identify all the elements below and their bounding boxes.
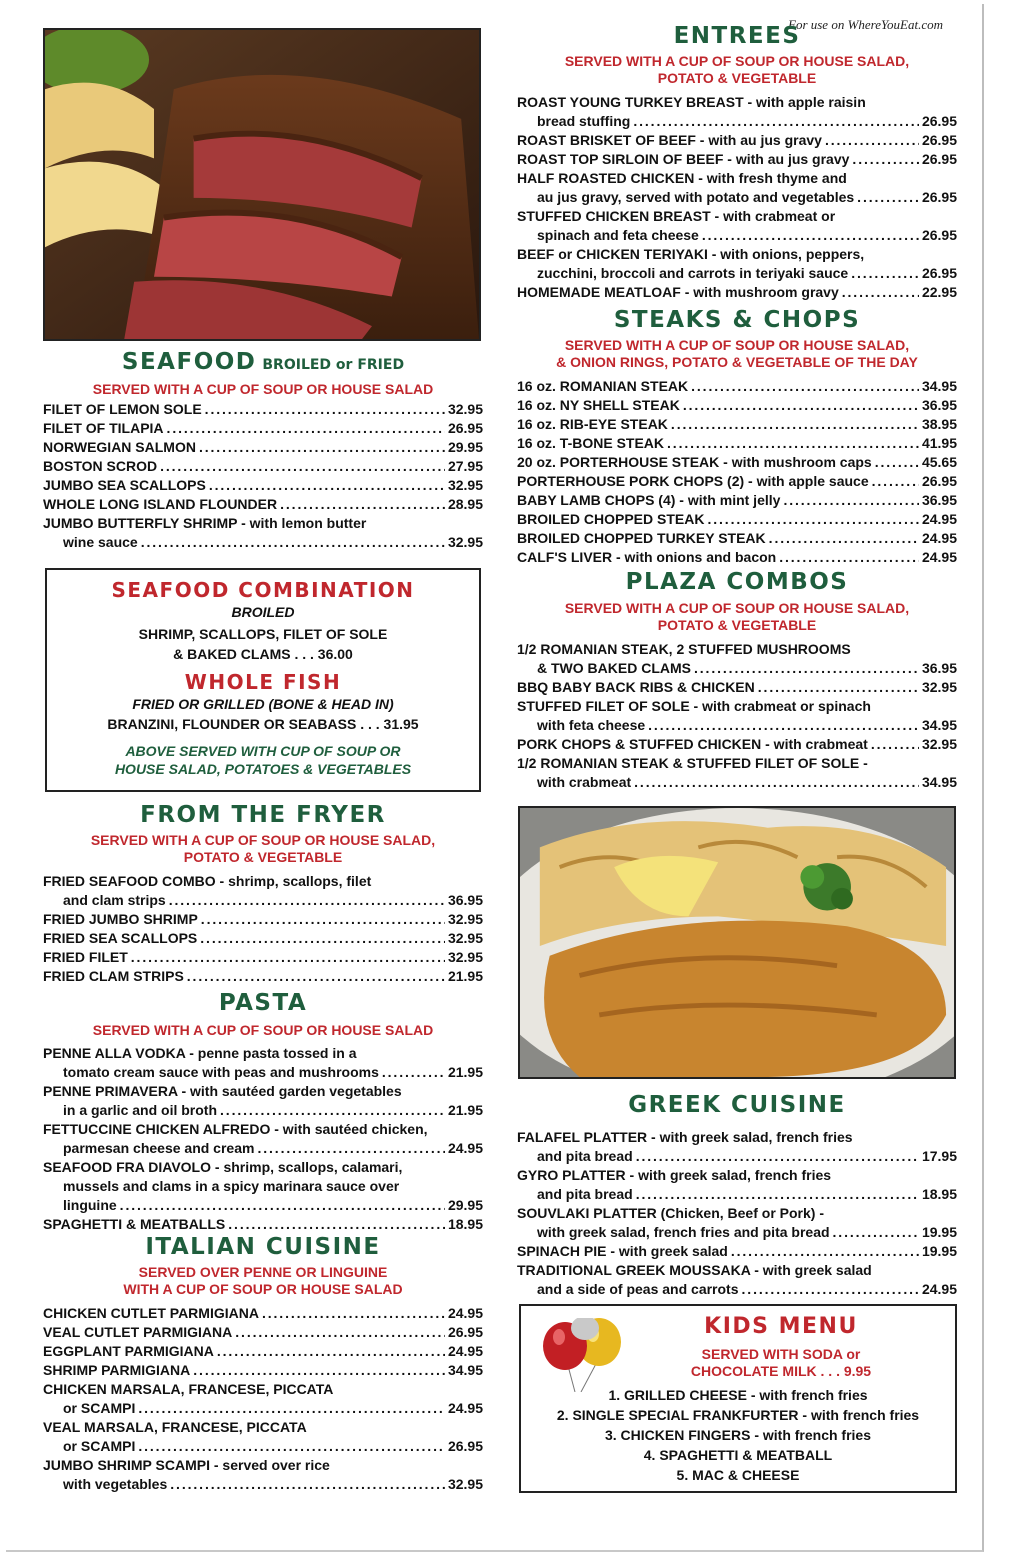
seafood-subtitle: SERVED WITH A CUP OF SOUP OR HOUSE SALAD bbox=[92, 381, 434, 397]
kids-item: 2. SINGLE SPECIAL FRANKFURTER - with french fries bbox=[556, 1407, 920, 1423]
menu-item: zucchini, broccoli and carrots in teriyaki sauce . . . 26.95 bbox=[517, 264, 957, 283]
combo-note: ABOVE SERVED WITH CUP OF SOUP OR bbox=[125, 743, 401, 759]
kids-item: 3. CHICKEN FINGERS - with french fries bbox=[604, 1427, 872, 1443]
italian-title: ITALIAN CUISINE bbox=[145, 1234, 381, 1260]
menu-item: BBQ BABY BACK RIBS & CHICKEN . . . 32.95 bbox=[517, 678, 957, 697]
menu-item-desc-line: mussels and clams in a spicy marinara sauce over bbox=[63, 1178, 400, 1194]
menu-item-desc-line: 1/2 ROMANIAN STEAK, 2 STUFFED MUSHROOMS bbox=[517, 641, 851, 657]
menu-item: bread stuffing . . . 26.95 bbox=[517, 112, 957, 131]
menu-item: FILET OF TILAPIA . . . 26.95 bbox=[43, 419, 483, 438]
menu-item: ROAST TOP SIRLOIN OF BEEF - with au jus gravy . . . 26.95 bbox=[517, 150, 957, 169]
menu-item: 16 oz. NY SHELL STEAK . . . 36.95 bbox=[517, 396, 957, 415]
menu-item-desc-line: 1/2 ROMANIAN STEAK & STUFFED FILET OF SOLE - bbox=[517, 755, 868, 771]
menu-item: and pita bread . . . 18.95 bbox=[517, 1185, 957, 1204]
menu-item: FRIED SEA SCALLOPS . . . 32.95 bbox=[43, 929, 483, 948]
entrees-subtitle: POTATO & VEGETABLE bbox=[657, 70, 817, 86]
menu-item-desc-line: JUMBO BUTTERFLY SHRIMP - with lemon butter bbox=[43, 515, 367, 531]
menu-item: FILET OF LEMON SOLE . . . 32.95 bbox=[43, 400, 483, 419]
menu-item: 20 oz. PORTERHOUSE STEAK - with mushroom caps . . . 45.65 bbox=[517, 453, 957, 472]
menu-item: with vegetables . . . 32.95 bbox=[43, 1475, 483, 1494]
menu-item: BROILED CHOPPED TURKEY STEAK . . . 24.95 bbox=[517, 529, 957, 548]
menu-item: parmesan cheese and cream . . . 24.95 bbox=[43, 1139, 483, 1158]
menu-item-desc-line: VEAL MARSALA, FRANCESE, PICCATA bbox=[43, 1419, 307, 1435]
fryer-subtitle: SERVED WITH A CUP OF SOUP OR HOUSE SALAD, bbox=[90, 832, 436, 848]
menu-item-desc-line: STUFFED FILET OF SOLE - with crabmeat or spinach bbox=[517, 698, 871, 714]
menu-item-desc-line: PENNE PRIMAVERA - with sautéed garden vegetables bbox=[43, 1083, 402, 1099]
balloons-icon bbox=[537, 1318, 625, 1392]
menu-item: EGGPLANT PARMIGIANA . . . 24.95 bbox=[43, 1342, 483, 1361]
steaks-title: STEAKS & CHOPS bbox=[613, 307, 861, 333]
menu-item-desc-line: STUFFED CHICKEN BREAST - with crabmeat or bbox=[517, 208, 836, 224]
menu-item-desc-line: TRADITIONAL GREEK MOUSSAKA - with greek salad bbox=[517, 1262, 872, 1278]
menu-item: BOSTON SCROD . . . 27.95 bbox=[43, 457, 483, 476]
italian-subtitle: WITH A CUP OF SOUP OR HOUSE SALAD bbox=[123, 1281, 403, 1297]
menu-item: HOMEMADE MEATLOAF - with mushroom gravy . . . 22.95 bbox=[517, 283, 957, 302]
menu-item-desc-line: FRIED SEAFOOD COMBO - shrimp, scallops, filet bbox=[43, 873, 372, 889]
menu-item: wine sauce . . . 32.95 bbox=[43, 533, 483, 552]
menu-item: and a side of peas and carrots . . . 24.95 bbox=[517, 1280, 957, 1299]
menu-item: tomato cream sauce with peas and mushrooms . . . 21.95 bbox=[43, 1063, 483, 1082]
kids-item: 5. MAC & CHEESE bbox=[676, 1467, 800, 1483]
menu-item-desc-line: CHICKEN MARSALA, FRANCESE, PICCATA bbox=[43, 1381, 334, 1397]
menu-item: with crabmeat . . . 34.95 bbox=[517, 773, 957, 792]
menu-item-desc-line: HALF ROASTED CHICKEN - with fresh thyme and bbox=[517, 170, 847, 186]
menu-item: or SCAMPI . . . 24.95 bbox=[43, 1399, 483, 1418]
entrees-section bbox=[517, 23, 957, 302]
watermark: For use on WhereYouEat.com bbox=[788, 17, 944, 32]
pasta-title: PASTA bbox=[218, 990, 308, 1016]
menu-item: or SCAMPI . . . 26.95 bbox=[43, 1437, 483, 1456]
menu-item: NORWEGIAN SALMON . . . 29.95 bbox=[43, 438, 483, 457]
menu-item-desc-line: FETTUCCINE CHICKEN ALFREDO - with sautéed chicken, bbox=[43, 1121, 428, 1137]
menu-item: VEAL CUTLET PARMIGIANA . . . 26.95 bbox=[43, 1323, 483, 1342]
italian-section bbox=[43, 1234, 483, 1494]
menu-item: JUMBO SEA SCALLOPS . . . 32.95 bbox=[43, 476, 483, 495]
menu-item-desc-line: BEEF or CHICKEN TERIYAKI - with onions, peppers, bbox=[517, 246, 865, 262]
menu-item-desc-line: PENNE ALLA VODKA - penne pasta tossed in a bbox=[43, 1045, 357, 1061]
menu-item-desc-line: SEAFOOD FRA DIAVOLO - shrimp, scallops, calamari, bbox=[43, 1159, 403, 1175]
menu-item: FRIED CLAM STRIPS . . . 21.95 bbox=[43, 967, 483, 986]
menu-item: 16 oz. T-BONE STEAK . . . 41.95 bbox=[517, 434, 957, 453]
menu-item: and pita bread . . . 17.95 bbox=[517, 1147, 957, 1166]
plaza-section bbox=[517, 569, 957, 792]
menu-item: and clam strips . . . 36.95 bbox=[43, 891, 483, 910]
whole-fish-title: WHOLE FISH bbox=[184, 670, 342, 694]
combo-line: SHRIMP, SCALLOPS, FILET OF SOLE bbox=[138, 626, 388, 642]
kids-subtitle: SERVED WITH SODA or bbox=[701, 1346, 861, 1362]
menu-item-desc-line: ROAST YOUNG TURKEY BREAST - with apple raisin bbox=[517, 94, 866, 110]
seafood-section bbox=[43, 349, 483, 552]
menu-item: 16 oz. RIB-EYE STEAK . . . 38.95 bbox=[517, 415, 957, 434]
menu-item: spinach and feta cheese . . . 26.95 bbox=[517, 226, 957, 245]
kids-item: 4. SPAGHETTI & MEATBALL bbox=[643, 1447, 833, 1463]
menu-item: PORK CHOPS & STUFFED CHICKEN - with crabmeat . . . 32.95 bbox=[517, 735, 957, 754]
plaza-subtitle: POTATO & VEGETABLE bbox=[657, 617, 817, 633]
fryer-title: FROM THE FRYER bbox=[140, 802, 386, 828]
combo-style: BROILED bbox=[231, 604, 295, 620]
plaza-title: PLAZA COMBOS bbox=[625, 569, 849, 595]
steaks-section bbox=[517, 307, 957, 567]
menu-item: WHOLE LONG ISLAND FLOUNDER . . . 28.95 bbox=[43, 495, 483, 514]
kids-item: 1. GRILLED CHEESE - with french fries bbox=[608, 1387, 868, 1403]
fryer-subtitle: POTATO & VEGETABLE bbox=[183, 849, 343, 865]
menu-item: linguine . . . 29.95 bbox=[43, 1196, 483, 1215]
kids-subtitle: CHOCOLATE MILK . . . 9.95 bbox=[690, 1363, 872, 1379]
seafood-title: SEAFOOD bbox=[121, 349, 257, 375]
pasta-subtitle: SERVED WITH A CUP OF SOUP OR HOUSE SALAD bbox=[92, 1022, 434, 1038]
menu-item: FRIED FILET . . . 32.95 bbox=[43, 948, 483, 967]
italian-subtitle: SERVED OVER PENNE OR LINGUINE bbox=[138, 1264, 388, 1280]
greek-title: GREEK CUISINE bbox=[628, 1092, 846, 1118]
menu-item: SHRIMP PARMIGIANA . . . 34.95 bbox=[43, 1361, 483, 1380]
greek-section bbox=[517, 1092, 957, 1299]
entrees-title: ENTREES bbox=[673, 23, 801, 49]
menu-item: with greek salad, french fries and pita bread . . . 19.95 bbox=[517, 1223, 957, 1242]
seafood-title-suffix: BROILED or FRIED bbox=[262, 357, 405, 373]
fish-and-chips-photo bbox=[518, 806, 956, 1079]
menu-item: FRIED JUMBO SHRIMP . . . 32.95 bbox=[43, 910, 483, 929]
combo-line: & BAKED CLAMS . . . 36.00 bbox=[173, 646, 353, 662]
menu-item: in a garlic and oil broth . . . 21.95 bbox=[43, 1101, 483, 1120]
steak-photo bbox=[43, 28, 481, 341]
seafood-heading bbox=[43, 349, 483, 378]
steaks-subtitle: SERVED WITH A CUP OF SOUP OR HOUSE SALAD, bbox=[564, 337, 910, 353]
menu-item-desc-line: JUMBO SHRIMP SCAMPI - served over rice bbox=[43, 1457, 330, 1473]
menu-item: BROILED CHOPPED STEAK . . . 24.95 bbox=[517, 510, 957, 529]
steaks-subtitle: & ONION RINGS, POTATO & VEGETABLE OF THE DAY bbox=[556, 354, 918, 370]
seafood-combination-box bbox=[45, 568, 481, 792]
menu-item-desc-line: SOUVLAKI PLATTER (Chicken, Beef or Pork) - bbox=[517, 1205, 824, 1221]
entrees-subtitle: SERVED WITH A CUP OF SOUP OR HOUSE SALAD, bbox=[564, 53, 910, 69]
menu-item: & TWO BAKED CLAMS . . . 36.95 bbox=[517, 659, 957, 678]
menu-item: SPINACH PIE - with greek salad . . . 19.95 bbox=[517, 1242, 957, 1261]
fryer-section bbox=[43, 802, 483, 986]
kids-menu-box bbox=[519, 1304, 957, 1493]
whole-fish-sub: FRIED OR GRILLED (BONE & HEAD IN) bbox=[132, 696, 394, 712]
menu-item: 16 oz. ROMANIAN STEAK . . . 34.95 bbox=[517, 377, 957, 396]
pasta-section bbox=[43, 990, 483, 1234]
plaza-subtitle: SERVED WITH A CUP OF SOUP OR HOUSE SALAD, bbox=[564, 600, 910, 616]
whole-fish-line: BRANZINI, FLOUNDER OR SEABASS . . . 31.95 bbox=[107, 716, 419, 732]
menu-item: PORTERHOUSE PORK CHOPS (2) - with apple sauce . . . 26.95 bbox=[517, 472, 957, 491]
menu-item: SPAGHETTI & MEATBALLS . . . 18.95 bbox=[43, 1215, 483, 1234]
menu-item-desc-line: GYRO PLATTER - with greek salad, french fries bbox=[517, 1167, 832, 1183]
menu-item: with feta cheese . . . 34.95 bbox=[517, 716, 957, 735]
menu-item: BABY LAMB CHOPS (4) - with mint jelly . . . 36.95 bbox=[517, 491, 957, 510]
menu-item: CALF'S LIVER - with onions and bacon . . . 24.95 bbox=[517, 548, 957, 567]
menu-item: au jus gravy, served with potato and vegetables . . . 26.95 bbox=[517, 188, 957, 207]
kids-title: KIDS MENU bbox=[704, 1314, 858, 1339]
combo-title: SEAFOOD COMBINATION bbox=[111, 578, 415, 602]
menu-item: ROAST BRISKET OF BEEF - with au jus gravy . . . 26.95 bbox=[517, 131, 957, 150]
menu-item: CHICKEN CUTLET PARMIGIANA . . . 24.95 bbox=[43, 1304, 483, 1323]
menu-item-desc-line: FALAFEL PLATTER - with greek salad, french fries bbox=[517, 1129, 853, 1145]
combo-note: HOUSE SALAD, POTATOES & VEGETABLES bbox=[114, 761, 412, 777]
